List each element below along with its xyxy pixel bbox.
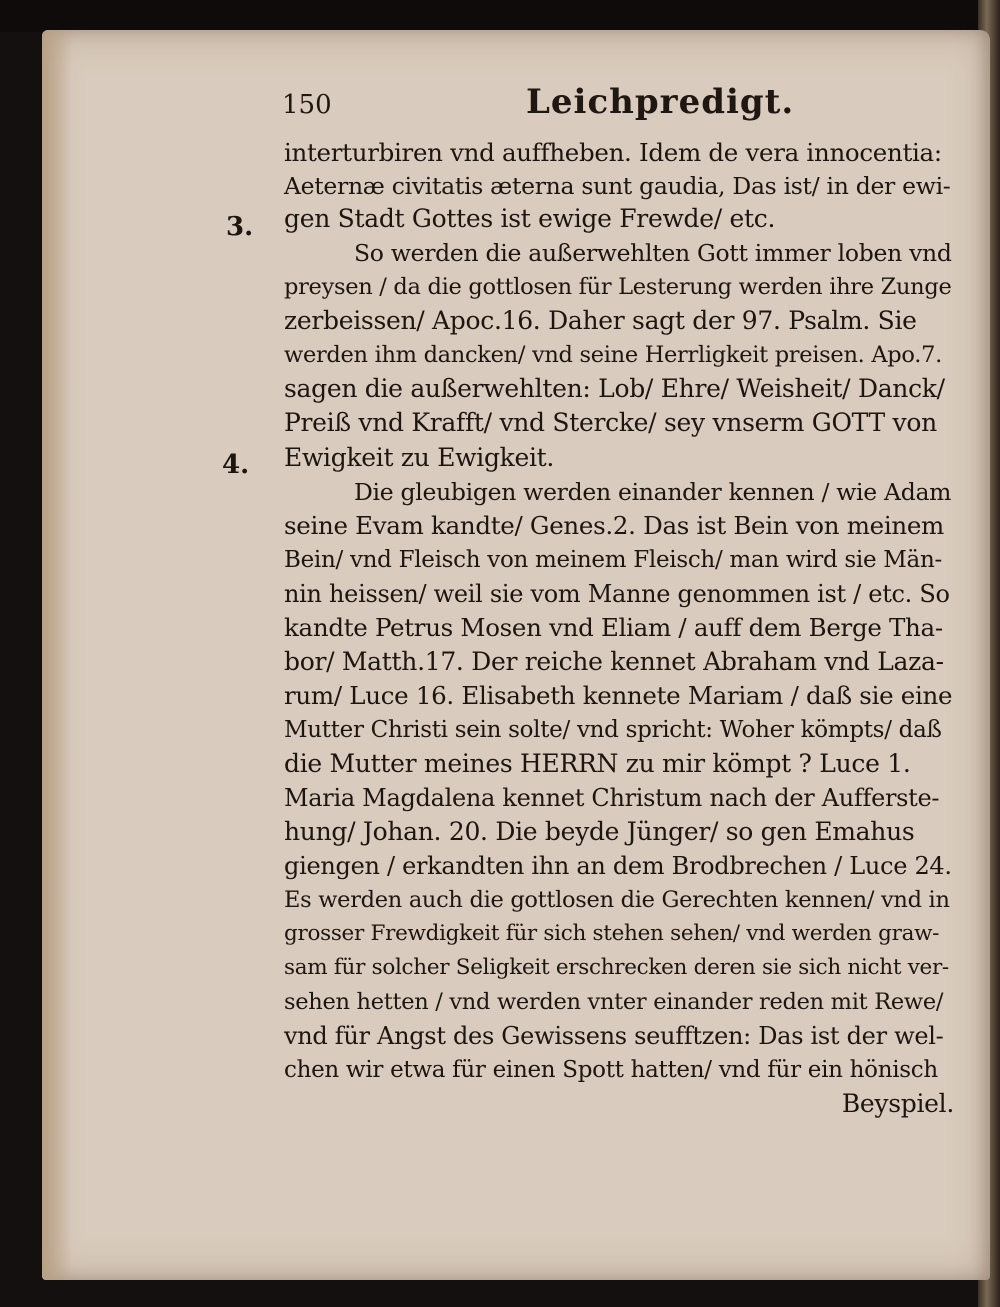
- page-fold-shadow: [42, 30, 72, 1280]
- text-line: preysen / da die gottlosen für Lesterung werden ihre Zunge: [284, 274, 952, 300]
- text-line: werden ihm dancken/ vnd seine Herrligkeit preisen. Apo.7.: [284, 342, 942, 368]
- text-line: interturbiren vnd auffheben. Idem de vera innocentia:: [284, 138, 942, 167]
- text-line: kandte Petrus Mosen vnd Eliam / auff dem Berge Tha-: [284, 613, 943, 642]
- text-line: chen wir etwa für einen Spott hatten/ vnd für ein hönisch: [284, 1057, 938, 1083]
- text-line: rum/ Luce 16. Elisabeth kennete Mariam / daß sie eine: [284, 681, 953, 710]
- text-line: zerbeissen/ Apoc.16. Daher sagt der 97. Psalm. Sie: [284, 306, 917, 335]
- scanner-background: [0, 0, 1000, 32]
- text-line: Preiß vnd Krafft/ vnd Stercke/ sey vnserm GOTT von: [284, 408, 937, 437]
- text-line: grosser Frewdigkeit für sich stehen sehen/ vnd werden graw-: [284, 921, 940, 946]
- running-head: Leichpredigt.: [526, 82, 795, 122]
- text-line: gen Stadt Gottes ist ewige Frewde/ etc.: [284, 204, 776, 233]
- page-header: [282, 82, 962, 128]
- text-line: die Mutter meines HERRN zu mir kömpt ? Luce 1.: [284, 749, 911, 778]
- text-line: Ewigkeit zu Ewigkeit.: [284, 443, 555, 472]
- text-line: Mutter Christi sein solte/ vnd spricht: Woher kömpts/ daß: [284, 717, 942, 743]
- text-line: bor/ Matth.17. Der reiche kennet Abraham vnd Laza-: [284, 647, 944, 676]
- margin-note-3: 3.: [226, 212, 254, 242]
- text-line: Maria Magdalena kennet Christum nach der Aufferste-: [284, 784, 940, 812]
- text-line: Die gleubigen werden einander kennen / wie Adam: [354, 478, 952, 506]
- text-line: vnd für Angst des Gewissens seufftzen: Das ist der wel-: [284, 1022, 944, 1050]
- text-line: sam für solcher Seligkeit erschrecken deren sie sich nicht ver-: [284, 955, 949, 980]
- text-line: seine Evam kandte/ Genes.2. Das ist Bein von meinem: [284, 511, 944, 540]
- page-number: 150: [282, 90, 332, 120]
- margin-note-4: 4.: [222, 450, 250, 480]
- text-line: Aeternæ civitatis æterna sunt gaudia, Das ist/ in der ewi-: [284, 172, 951, 200]
- text-line: Beyspiel.: [841, 1089, 954, 1118]
- text-line: sehen hetten / vnd werden vnter einander reden mit Rewe/: [284, 989, 944, 1015]
- text-line: hung/ Johan. 20. Die beyde Jünger/ so gen Emahus: [284, 817, 915, 846]
- text-line: nin heissen/ weil sie vom Manne genommen ist / etc. So: [284, 580, 950, 608]
- text-line: Bein/ vnd Fleisch von meinem Fleisch/ man wird sie Män-: [284, 547, 942, 573]
- text-line: So werden die außerwehlten Gott immer loben vnd: [354, 239, 952, 267]
- text-line: giengen / erkandten ihn an dem Brodbrechen / Luce 24.: [284, 852, 952, 880]
- text-line: Es werden auch die gottlosen die Gerechten kennen/ vnd in: [284, 887, 950, 913]
- text-line: sagen die außerwehlten: Lob/ Ehre/ Weisheit/ Danck/: [284, 374, 945, 403]
